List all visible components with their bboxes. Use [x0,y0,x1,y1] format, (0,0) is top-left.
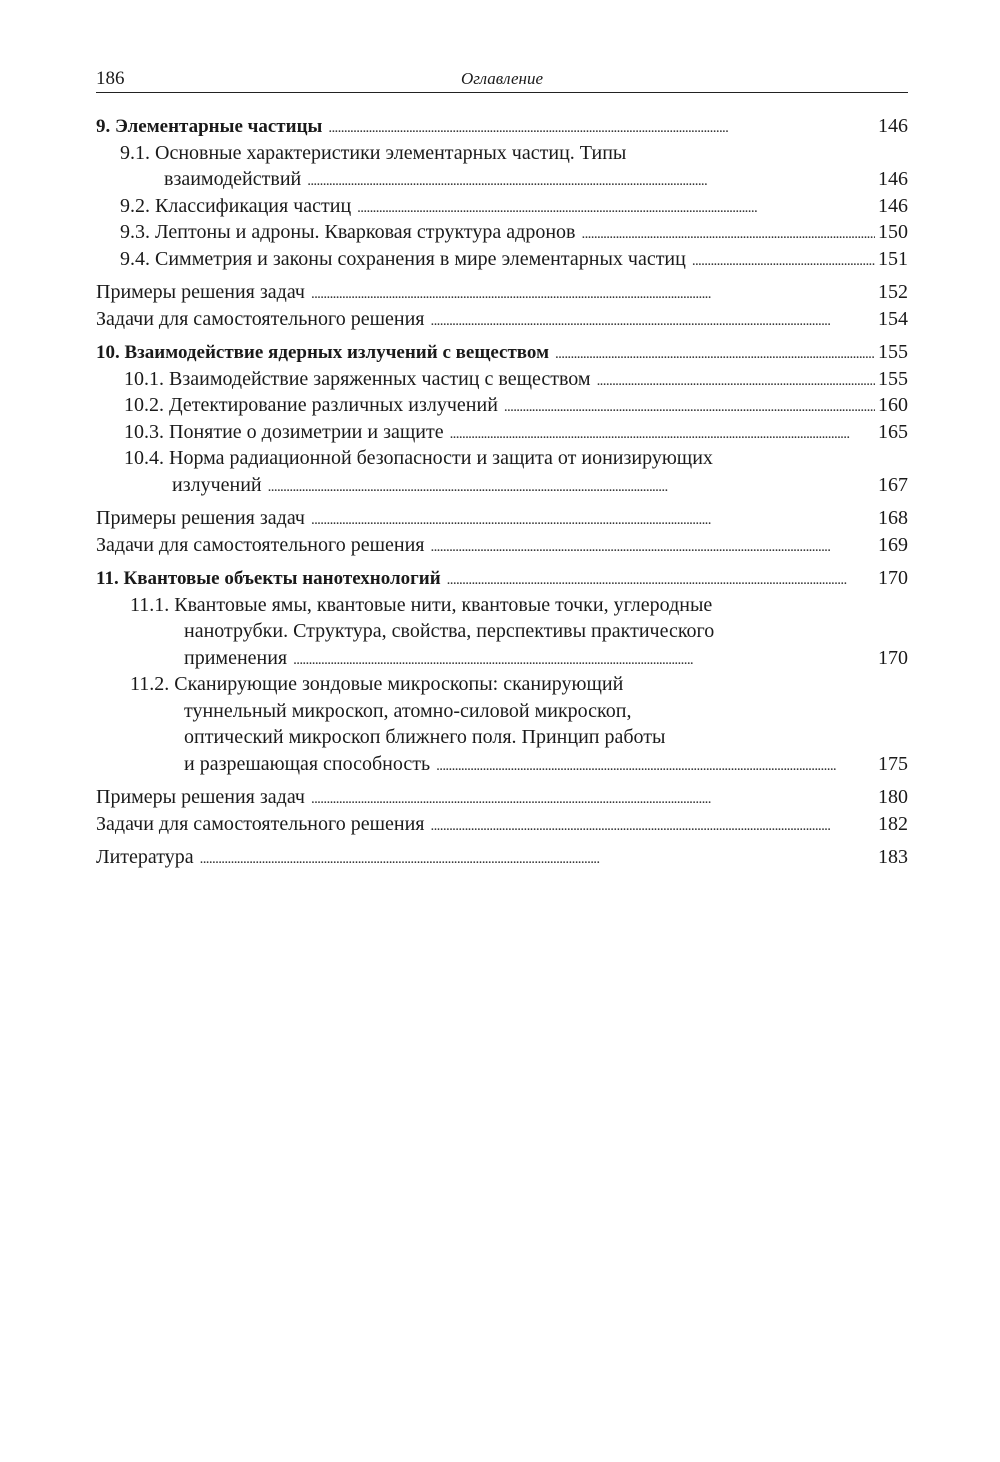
toc-page-number: 167 [878,473,908,496]
toc-entry-title: туннельный микроскоп, атомно-силовой микроскоп, [184,699,632,722]
toc-section-10-2[interactable] [96,392,908,419]
toc-entry-title: оптический микроскоп ближнего поля. Принцип работы [184,726,666,748]
toc-entry-title: и разрешающая способность [184,752,431,775]
toc-section-11-2-cont2[interactable] [96,724,908,751]
toc-entry-title: Задачи для самостоятельного решения [96,307,425,330]
toc-entry-title: 10.4. Норма радиационной безопасности и защита от ионизирующих [124,447,713,469]
toc-chapter-10[interactable] [96,339,908,366]
toc-entry-title: 10.2. Детектирование различных излучений [124,394,498,416]
toc-entry-title: 10.1. Взаимодействие заряженных частиц с веществом [124,367,591,390]
toc-section-10-4[interactable] [96,445,908,472]
toc-entry-title: Литература [96,846,194,868]
dot-leader [436,753,875,780]
toc-section-11-1[interactable] [96,592,908,619]
toc-section-9-1-cont[interactable] [96,166,908,193]
toc-page-number: 160 [878,394,908,416]
toc-section-9-3[interactable] [96,219,908,246]
toc-page-number: 170 [878,567,908,589]
dot-leader [447,567,875,594]
toc-page-number: 175 [878,752,908,775]
toc-examples-9[interactable] [96,279,908,306]
toc-entry-title: 9.3. Лептоны и адроны. Кварковая структура адронов [120,221,576,243]
toc-section-11-1-cont2[interactable] [96,645,908,672]
dot-leader [692,248,875,275]
toc-page-number: 151 [878,247,908,270]
toc-section-9-1[interactable] [96,140,908,167]
toc-page-number: 165 [878,420,908,443]
toc-entry-title: Примеры решения задач [96,786,305,808]
toc-section-10-4-cont[interactable] [96,472,908,499]
toc-tasks-10[interactable] [96,532,908,559]
dot-leader [328,115,875,142]
toc-page-number: 169 [878,533,908,556]
dot-leader [311,786,875,813]
toc-entry-title: применения [184,646,288,669]
dot-leader [293,647,875,674]
toc-entry-title: 10.3. Понятие о дозиметрии и защите [124,420,444,443]
dot-leader [268,474,875,501]
dot-leader [581,221,875,248]
dot-leader [504,394,875,421]
dot-leader [430,534,875,561]
toc-entry-title: 9.2. Классификация частиц [120,194,352,217]
toc-examples-10[interactable] [96,505,908,532]
page-number: 186 [96,68,125,89]
toc-page-number: 155 [878,341,908,363]
dot-leader [311,507,875,534]
toc-page-number: 183 [878,846,908,868]
toc-tasks-11[interactable] [96,811,908,838]
toc-entry-title: 9.4. Симметрия и законы сохранения в мире элементарных частиц [120,247,686,270]
toc-section-9-4[interactable] [96,246,908,273]
toc-literature[interactable] [96,844,908,871]
toc-section-11-2[interactable] [96,671,908,698]
toc-chapter-9[interactable] [96,113,908,140]
toc-entry-title: нанотрубки. Структура, свойства, перспективы практического [184,620,715,642]
toc-section-9-2[interactable] [96,193,908,220]
toc-section-11-2-cont3[interactable] [96,751,908,778]
toc-entry-title: Задачи для самостоятельного решения [96,812,425,835]
toc-entry-title: Задачи для самостоятельного решения [96,533,425,556]
toc-page-number: 155 [878,367,908,390]
toc-page-number: 168 [878,507,908,529]
toc-tasks-9[interactable] [96,306,908,333]
toc-entry-title: 10. Взаимодействие ядерных излучений с веществом [96,342,550,363]
toc-page-number: 152 [878,281,908,303]
toc-section-11-1-cont[interactable] [96,618,908,645]
page-header [96,66,908,93]
table-of-contents [96,113,908,871]
toc-entry-title: 11. Квантовые объекты нанотехнологий [96,568,441,589]
toc-page-number: 154 [878,307,908,330]
toc-page-number: 180 [878,786,908,808]
toc-page-number: 146 [878,168,908,190]
toc-chapter-11[interactable] [96,565,908,592]
toc-entry-title: 11.1. Квантовые ямы, квантовые нити, квантовые точки, углеродные [130,593,713,616]
toc-page-number: 146 [878,194,908,217]
toc-section-11-2-cont[interactable] [96,698,908,725]
toc-entry-title: Примеры решения задач [96,281,305,303]
toc-examples-11[interactable] [96,784,908,811]
toc-entry-title: 11.2. Сканирующие зондовые микроскопы: сканирующий [130,673,624,695]
dot-leader [357,195,875,222]
dot-leader [311,281,875,308]
dot-leader [430,308,875,335]
toc-page-number: 150 [878,221,908,243]
dot-leader [450,421,875,448]
dot-leader [597,368,875,395]
toc-page-number: 170 [878,646,908,669]
toc-entry-title: взаимодействий [164,168,302,190]
toc-entry-title: Примеры решения задач [96,507,305,529]
toc-entry-title: излучений [172,473,262,496]
toc-entry-title: 9. Элементарные частицы [96,116,323,137]
toc-section-10-1[interactable] [96,366,908,393]
dot-leader [555,341,875,368]
toc-entry-title: 9.1. Основные характеристики элементарных частиц. Типы [120,141,627,164]
toc-section-10-3[interactable] [96,419,908,446]
running-title: Оглавление [460,69,544,88]
dot-leader [430,813,875,840]
toc-page-number: 146 [878,115,908,137]
dot-leader [200,846,875,873]
dot-leader [307,168,875,195]
toc-page-number: 182 [878,812,908,835]
